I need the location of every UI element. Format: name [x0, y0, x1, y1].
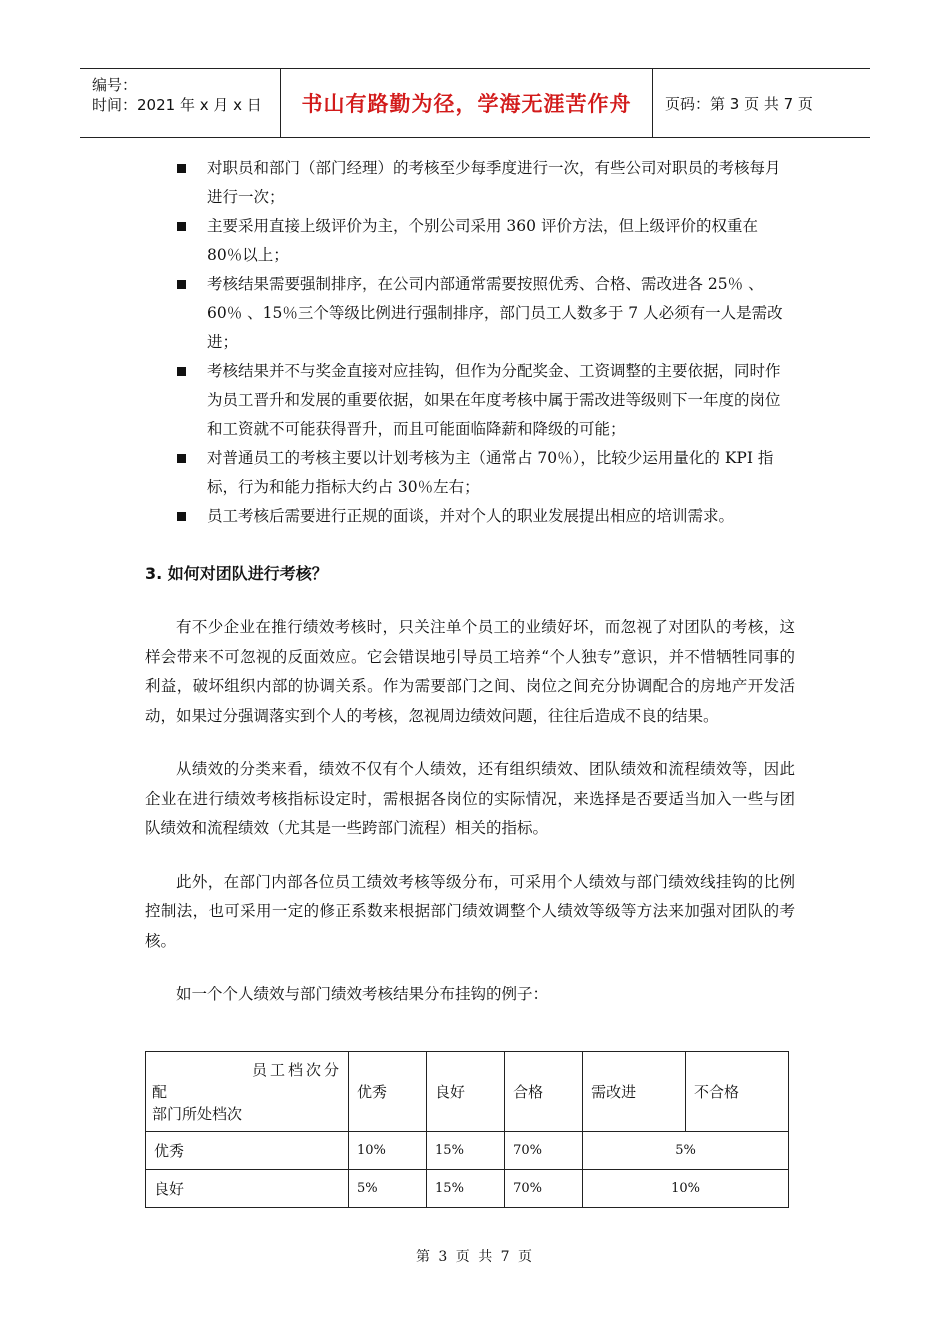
section-heading: 3. 如何对团队进行考核？ [145, 564, 328, 583]
paragraph: 从绩效的分类来看，绩效不仅有个人绩效，还有组织绩效、团队绩效和流程绩效等，因此企业在进行绩效考核指标设定时，需根据各岗位的实际情况，来选择是否要适当加入一些与团队绩效和流程绩效（尤其是一些跨部门流程）相关的指标。 [145, 760, 795, 837]
header-page-code: 页码：第 3 页 共 7 页 [665, 94, 813, 113]
list-item: 考核结果并不与奖金直接对应挂钩，但作为分配奖金、工资调整的主要依据，同时作为员工晋升和发展的重要依据，如果在年度考核中属于需改进等级则下一年度的岗位和工资就不可能获得晋升，而且可能面临降薪和降级的可能； [145, 357, 795, 444]
column-header: 不合格 [686, 1052, 789, 1132]
table-row [146, 1170, 789, 1208]
corner-label-top: 员工档次分 [251, 1060, 342, 1079]
document-number: 编号： [92, 76, 138, 94]
header-motto: 书山有路勤为径，学海无涯苦作舟 [281, 69, 653, 137]
list-item: 主要采用直接上级评价为主，个别公司采用 360 评价方法，但上级评价的权重在 80％以上； [145, 212, 795, 270]
square-bullet-icon [177, 367, 186, 376]
table-cell: 10% [349, 1132, 427, 1170]
grade-distribution-table [145, 1051, 789, 1208]
paragraph: 有不少企业在推行绩效考核时，只关注单个员工的业绩好坏，而忽视了对团队的考核，这样会带来不可忽视的反面效应。它会错误地引导员工培养“个人独专”意识，并不惜牺牲同事的利益，破坏组织内部的协调关系。作为需要部门之间、岗位之间充分协调配合的房地产开发活动，如果过分强调落实到个人的考核，忽视周边绩效问题，往往后造成不良的结果。 [145, 618, 795, 725]
square-bullet-icon [177, 280, 186, 289]
column-header: 良好 [427, 1052, 505, 1132]
page-header [80, 68, 870, 138]
table-cell: 5% [583, 1132, 789, 1170]
table-header-row [146, 1052, 789, 1132]
row-label: 良好 [146, 1170, 349, 1208]
table-cell: 5% [349, 1170, 427, 1208]
list-item: 对普通员工的考核主要以计划考核为主（通常占 70％），比较少运用量化的 KPI 指标，行为和能力指标大约占 30％左右； [145, 444, 795, 502]
paragraph: 此外，在部门内部各位员工绩效考核等级分布，可采用个人绩效与部门绩效线挂钩的比例控制法，也可采用一定的修正系数来根据部门绩效调整个人绩效等级等方法来加强对团队的考核。 [145, 872, 795, 950]
corner-label-bottom: 部门所处档次 [152, 1104, 243, 1123]
column-header: 合格 [505, 1052, 583, 1132]
table-cell: 15% [427, 1170, 505, 1208]
table-corner-cell [146, 1052, 349, 1132]
list-item: 对职员和部门（部门经理）的考核至少每季度进行一次，有些公司对职员的考核每月进行一次； [145, 154, 795, 212]
square-bullet-icon [177, 222, 186, 231]
corner-label-mid: 配 [152, 1082, 168, 1101]
square-bullet-icon [177, 454, 186, 463]
list-item: 考核结果需要强制排序，在公司内部通常需要按照优秀、合格、需改进各 25％ 、60％ 、15％三个等级比例进行强制排序，部门员工人数多于 7 人必须有一人是需改进； [145, 270, 795, 357]
document-date: 时间：2021 年 x 月 x 日 [92, 96, 262, 114]
page-body [145, 154, 795, 1034]
table-cell: 10% [583, 1170, 789, 1208]
header-meta [80, 69, 281, 137]
column-header: 优秀 [349, 1052, 427, 1132]
table-cell: 70% [505, 1170, 583, 1208]
bullet-list [145, 154, 795, 531]
table-cell: 15% [427, 1132, 505, 1170]
list-item: 员工考核后需要进行正规的面谈，并对个人的职业发展提出相应的培训需求。 [145, 502, 795, 531]
column-header: 需改进 [583, 1052, 686, 1132]
table-row [146, 1132, 789, 1170]
row-label: 优秀 [146, 1132, 349, 1170]
table-cell: 70% [505, 1132, 583, 1170]
paragraph: 如一个个人绩效与部门绩效考核结果分布挂钩的例子： [176, 985, 549, 1003]
square-bullet-icon [177, 164, 186, 173]
square-bullet-icon [177, 512, 186, 521]
page-footer: 第 3 页 共 7 页 [415, 1249, 535, 1265]
